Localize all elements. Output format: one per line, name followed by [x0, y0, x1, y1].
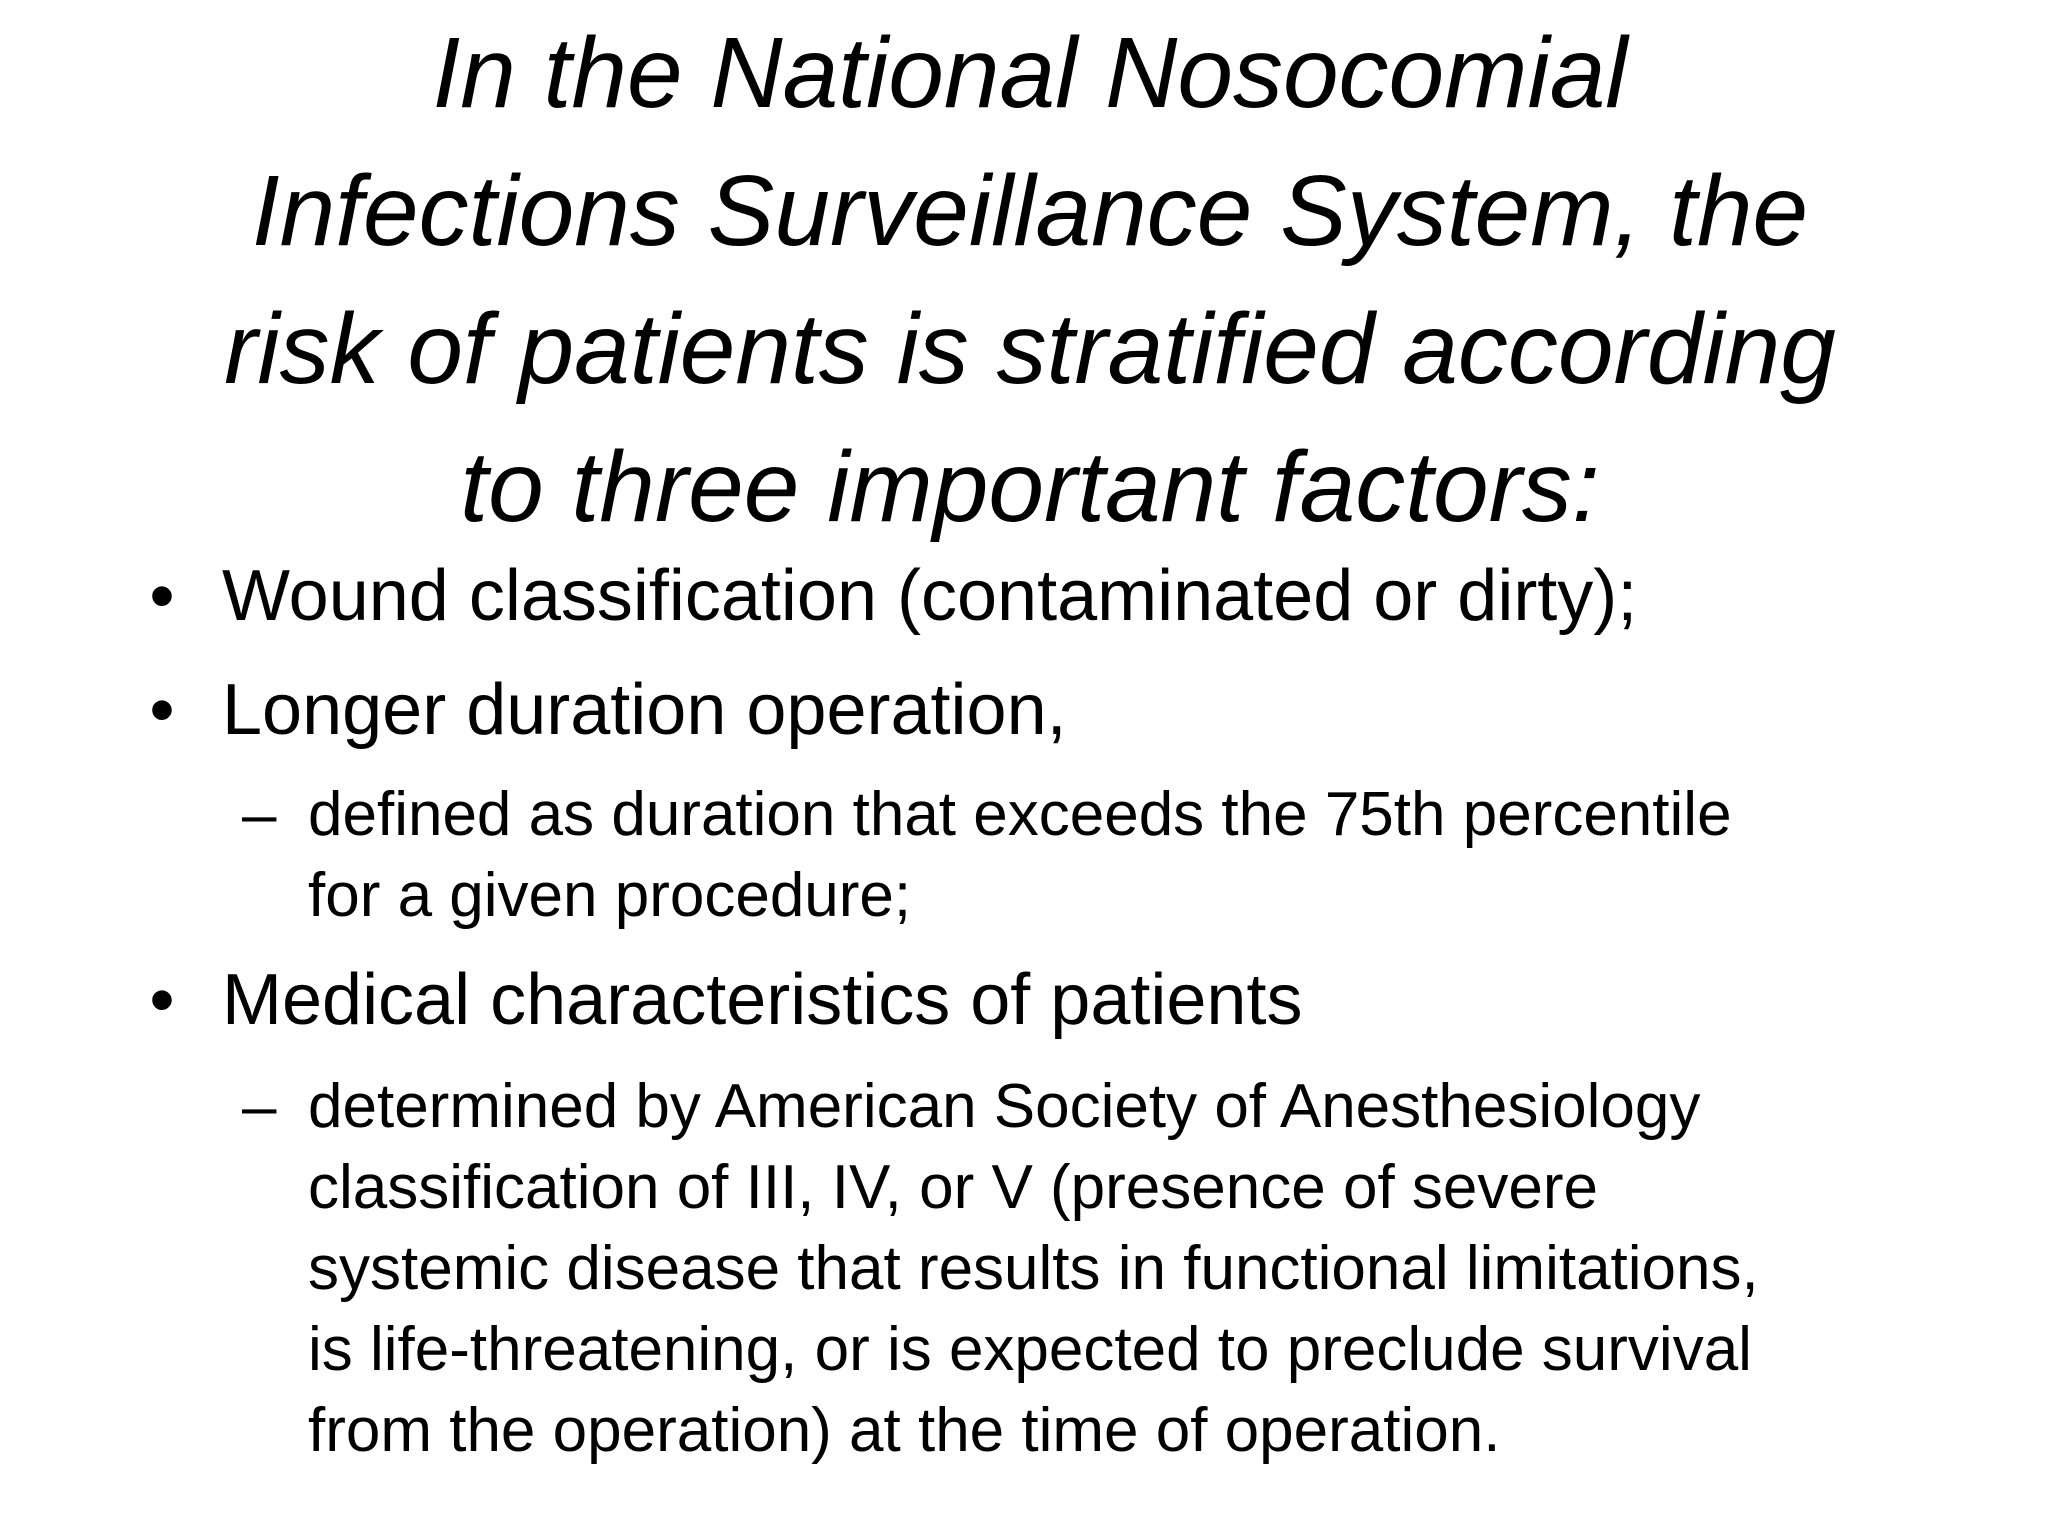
bullet-icon: •	[149, 670, 175, 750]
sub-text-line: is life-threatening, or is expected to preclude survival	[308, 1315, 1752, 1384]
dash-icon: –	[242, 1072, 277, 1141]
sub-text-line: classification of III, IV, or V (presence of severe	[308, 1153, 1598, 1222]
bullet-text: Wound classification (contaminated or dirty);	[222, 556, 1638, 636]
bullet-text: Longer duration operation,	[222, 670, 1067, 750]
bullet-icon: •	[149, 960, 175, 1040]
sub-text-line: defined as duration that exceeds the 75th percentile	[308, 780, 1732, 849]
sub-text-line: systemic disease that results in functional limitations,	[308, 1234, 1759, 1303]
title-line: risk of patients is stratified according	[224, 293, 1836, 405]
title-line: to three important factors:	[460, 431, 1600, 543]
dash-icon: –	[242, 780, 277, 849]
bullet-text: Medical characteristics of patients	[222, 960, 1303, 1040]
sub-text-line: from the operation) at the time of operation.	[308, 1396, 1501, 1465]
title-line: In the National Nosocomial	[432, 17, 1628, 129]
bullet-icon: •	[149, 556, 175, 636]
sub-text-line: determined by American Society of Anesthesiology	[308, 1072, 1701, 1141]
sub-text-line: for a given procedure;	[308, 861, 912, 930]
title-line: Infections Surveillance System, the	[251, 155, 1809, 267]
